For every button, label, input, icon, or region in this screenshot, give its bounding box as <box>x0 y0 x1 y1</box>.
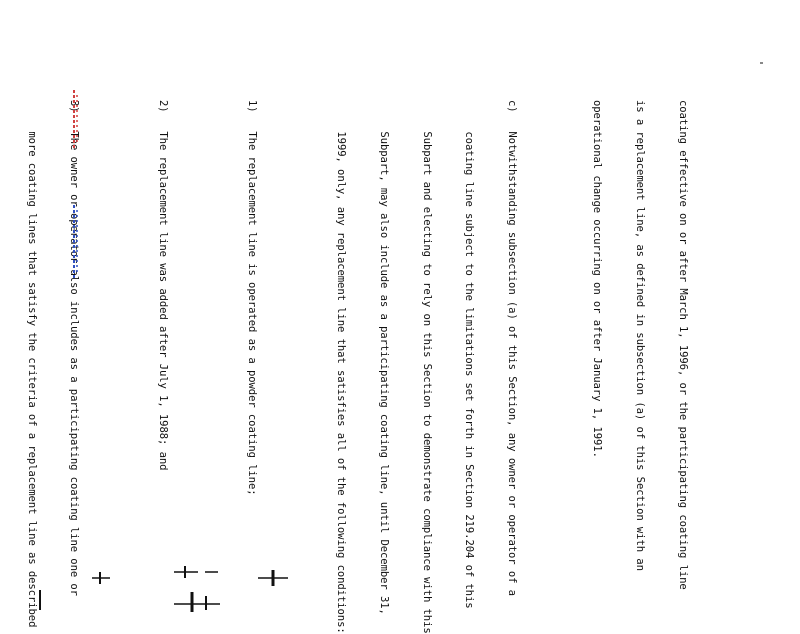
text-line: 2) The replacement line was added after July 1, 1988; and <box>157 100 170 471</box>
scan-speck <box>760 62 763 64</box>
text-line: is a replacement line, as defined in subsection (a) of this Section with an <box>633 100 646 571</box>
text-line: coating effective on or after March 1, 1996, or the participating coating line <box>676 100 689 590</box>
text-line: Subpart, may also include as a participating coating line, until December 31, <box>378 100 391 615</box>
text-line: 1) The replacement line is operated as a powder coating line; <box>246 100 259 496</box>
text-line: 3) The owner or operator also includes as a participating coating line one or <box>68 100 81 596</box>
text-line: operational change occurring on or after January 1, 1991. <box>591 100 604 458</box>
subsection-c1 <box>217 100 288 570</box>
rotated-page-text <box>0 100 718 634</box>
text-line: c) Notwithstanding subsection (a) of this Section, any owner or operator of a <box>505 100 518 596</box>
subsection-c3 <box>0 100 110 628</box>
subsection-c <box>306 100 547 634</box>
crop-marks <box>30 560 300 618</box>
text-line: Subpart and electing to rely on this Section to demonstrate compliance with this <box>420 100 433 634</box>
text-line: more coating lines that satisfy the criteria of a replacement line as described <box>25 100 38 628</box>
subsection-c2 <box>128 100 199 570</box>
text-line: coating line subject to the limitations set forth in Section 219.204 of this <box>463 100 476 609</box>
continuation-paragraph <box>562 100 718 590</box>
scan-artifact-marks <box>60 90 90 290</box>
text-line: 1999, only, any replacement line that satisfies all of the following conditions: <box>335 100 348 634</box>
